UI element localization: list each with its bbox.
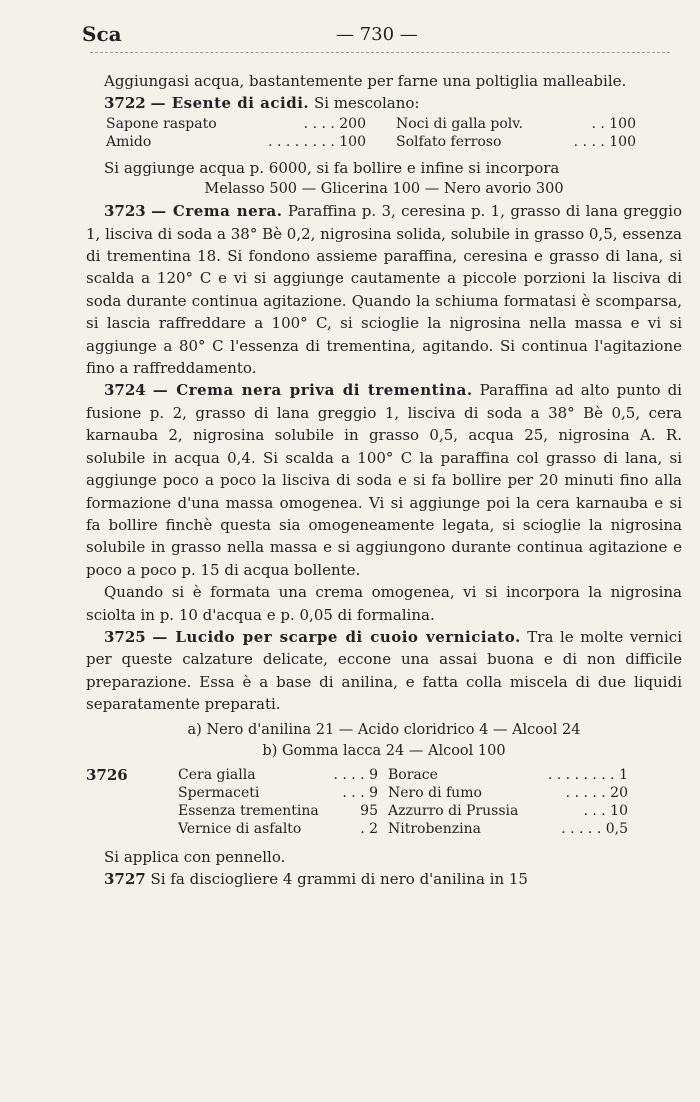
ingredient-column-right bbox=[388, 766, 628, 838]
ingredient-column-left bbox=[178, 766, 378, 838]
ingredient-table-3726 bbox=[86, 766, 682, 838]
ingredient-row: Noci di galla polv. . . 100 bbox=[396, 115, 636, 132]
recipe-title: — Lucido per scarpe di cuoio verniciato. bbox=[152, 627, 521, 646]
recipe-number: 3723 bbox=[104, 202, 146, 221]
ingredient-row: Azzurro di Prussia . . . 10 bbox=[388, 802, 628, 819]
header-rule bbox=[90, 52, 670, 53]
ingredient-row: Nero di fumo . . . . . 20 bbox=[388, 784, 628, 801]
recipe-3723 bbox=[86, 200, 682, 379]
page-number: — 730 — bbox=[336, 24, 418, 45]
recipe-3725-part-a: a) Nero d'anilina 21 — Acido cloridrico 4 — Alcool 24 bbox=[187, 721, 581, 738]
recipe-number: 3724 bbox=[104, 381, 146, 400]
recipe-title: — Crema nera. bbox=[151, 202, 283, 221]
running-head: Sca bbox=[82, 22, 122, 46]
recipe-number: 3722 bbox=[104, 94, 146, 113]
recipe-text: Si mescolano: bbox=[313, 94, 420, 113]
recipe-3724-text2: Quando si è formata una crema omogenea, vi si incorpora la nigrosina sciolta in p. 10 d'acqua e p. 0,05 di formalina. bbox=[86, 583, 682, 624]
ingredient-row: Sapone raspato . . . . 200 bbox=[106, 115, 366, 132]
recipe-3727 bbox=[86, 868, 682, 890]
ingredient-row: Nitrobenzina . . . . . 0,5 bbox=[388, 820, 628, 837]
page-header bbox=[82, 22, 682, 56]
recipe-3725 bbox=[86, 626, 682, 716]
recipe-3726-after: Si applica con pennello. bbox=[104, 847, 286, 866]
recipe-number: 3727 bbox=[104, 869, 146, 888]
recipe-3725-part-b: b) Gomma lacca 24 — Alcool 100 bbox=[262, 742, 506, 759]
ingredient-row: Essenza trementina 95 bbox=[178, 802, 378, 819]
ingredient-row: Cera gialla . . . . 9 bbox=[178, 766, 378, 783]
ingredient-row: Borace . . . . . . . . 1 bbox=[388, 766, 628, 783]
recipe-title: — Crema nera priva di trementina. bbox=[152, 381, 473, 400]
recipe-3722-after: Si aggiunge acqua p. 6000, si fa bollire e infine si incorpora bbox=[104, 158, 560, 177]
recipe-text: Si fa disciogliere 4 grammi di nero d'anilina in 15 bbox=[150, 869, 528, 888]
recipe-number: 3726 bbox=[86, 765, 128, 784]
recipe-text: Tra le molte vernici per queste calzature delicate, eccone una assai buona e di non difficile preparazione. Essa è a base di anilina, e fatta colla miscela di due liquidi separatamente preparati. bbox=[86, 627, 682, 714]
ingredient-row: Spermaceti . . . 9 bbox=[178, 784, 378, 801]
ingredient-row: Vernice di asfalto . 2 bbox=[178, 820, 378, 837]
recipe-number: 3725 bbox=[104, 627, 146, 646]
recipe-title: — Esente di acidi. bbox=[150, 94, 310, 113]
recipe-text: Paraffina p. 3, ceresina p. 1, grasso di lana greggio 1, lisciva di soda a 38° Bè 0,2, nigrosina solida, solubile in grasso 0,5, essenza di trementina 18. Si fondono assieme paraffina, ceresina e grasso di lana, si scalda a 120° C e vi si aggiunge cautamente a piccole porzioni la lisciva di soda durante continua agitazione. Quando la schiuma formatasi è scomparsa, si lascia raffreddare a 100° C, si scioglie la nigrosina nella massa e vi si aggiunge a 80° C l'essenza di trementina, agitando. Si continua l'agitazione fino a raffreddamento. bbox=[86, 202, 682, 378]
ingredient-row: Solfato ferroso . . . . 100 bbox=[396, 133, 636, 150]
ingredient-row: Amido . . . . . . . . 100 bbox=[106, 133, 366, 150]
ingredient-table-3722 bbox=[106, 115, 682, 151]
recipe-3724 bbox=[86, 379, 682, 581]
recipe-3722-heading bbox=[86, 92, 682, 114]
recipe-text: Paraffina ad alto punto di fusione p. 2, grasso di lana greggio 1, lisciva di soda a 38° Bè 0,5, cera karnauba 2, nigrosina solubile in grasso 0,5, acqua 25, nigrosina A. R. solubile in acqua 0,4. Si scalda a 100° C la paraffina col grasso di lana, si aggiunge poco a poco la lisciva di soda e si fa bollire per 20 minuti fino alla formazione d'una massa omogenea. Vi si aggiunge poi la cera karnauba e si fa bollire finchè questa sia omogeneamente legata, si scioglie la nigrosina solubile in grasso nella massa e si aggiungono durante continua agitazione e poco a poco p. 15 di acqua bollente. bbox=[86, 381, 682, 579]
paragraph-intro: Aggiungasi acqua, bastantemente per farne una poltiglia malleabile. bbox=[104, 72, 627, 90]
recipe-3722-after2: Melasso 500 — Glicerina 100 — Nero avorio 300 bbox=[204, 181, 564, 198]
